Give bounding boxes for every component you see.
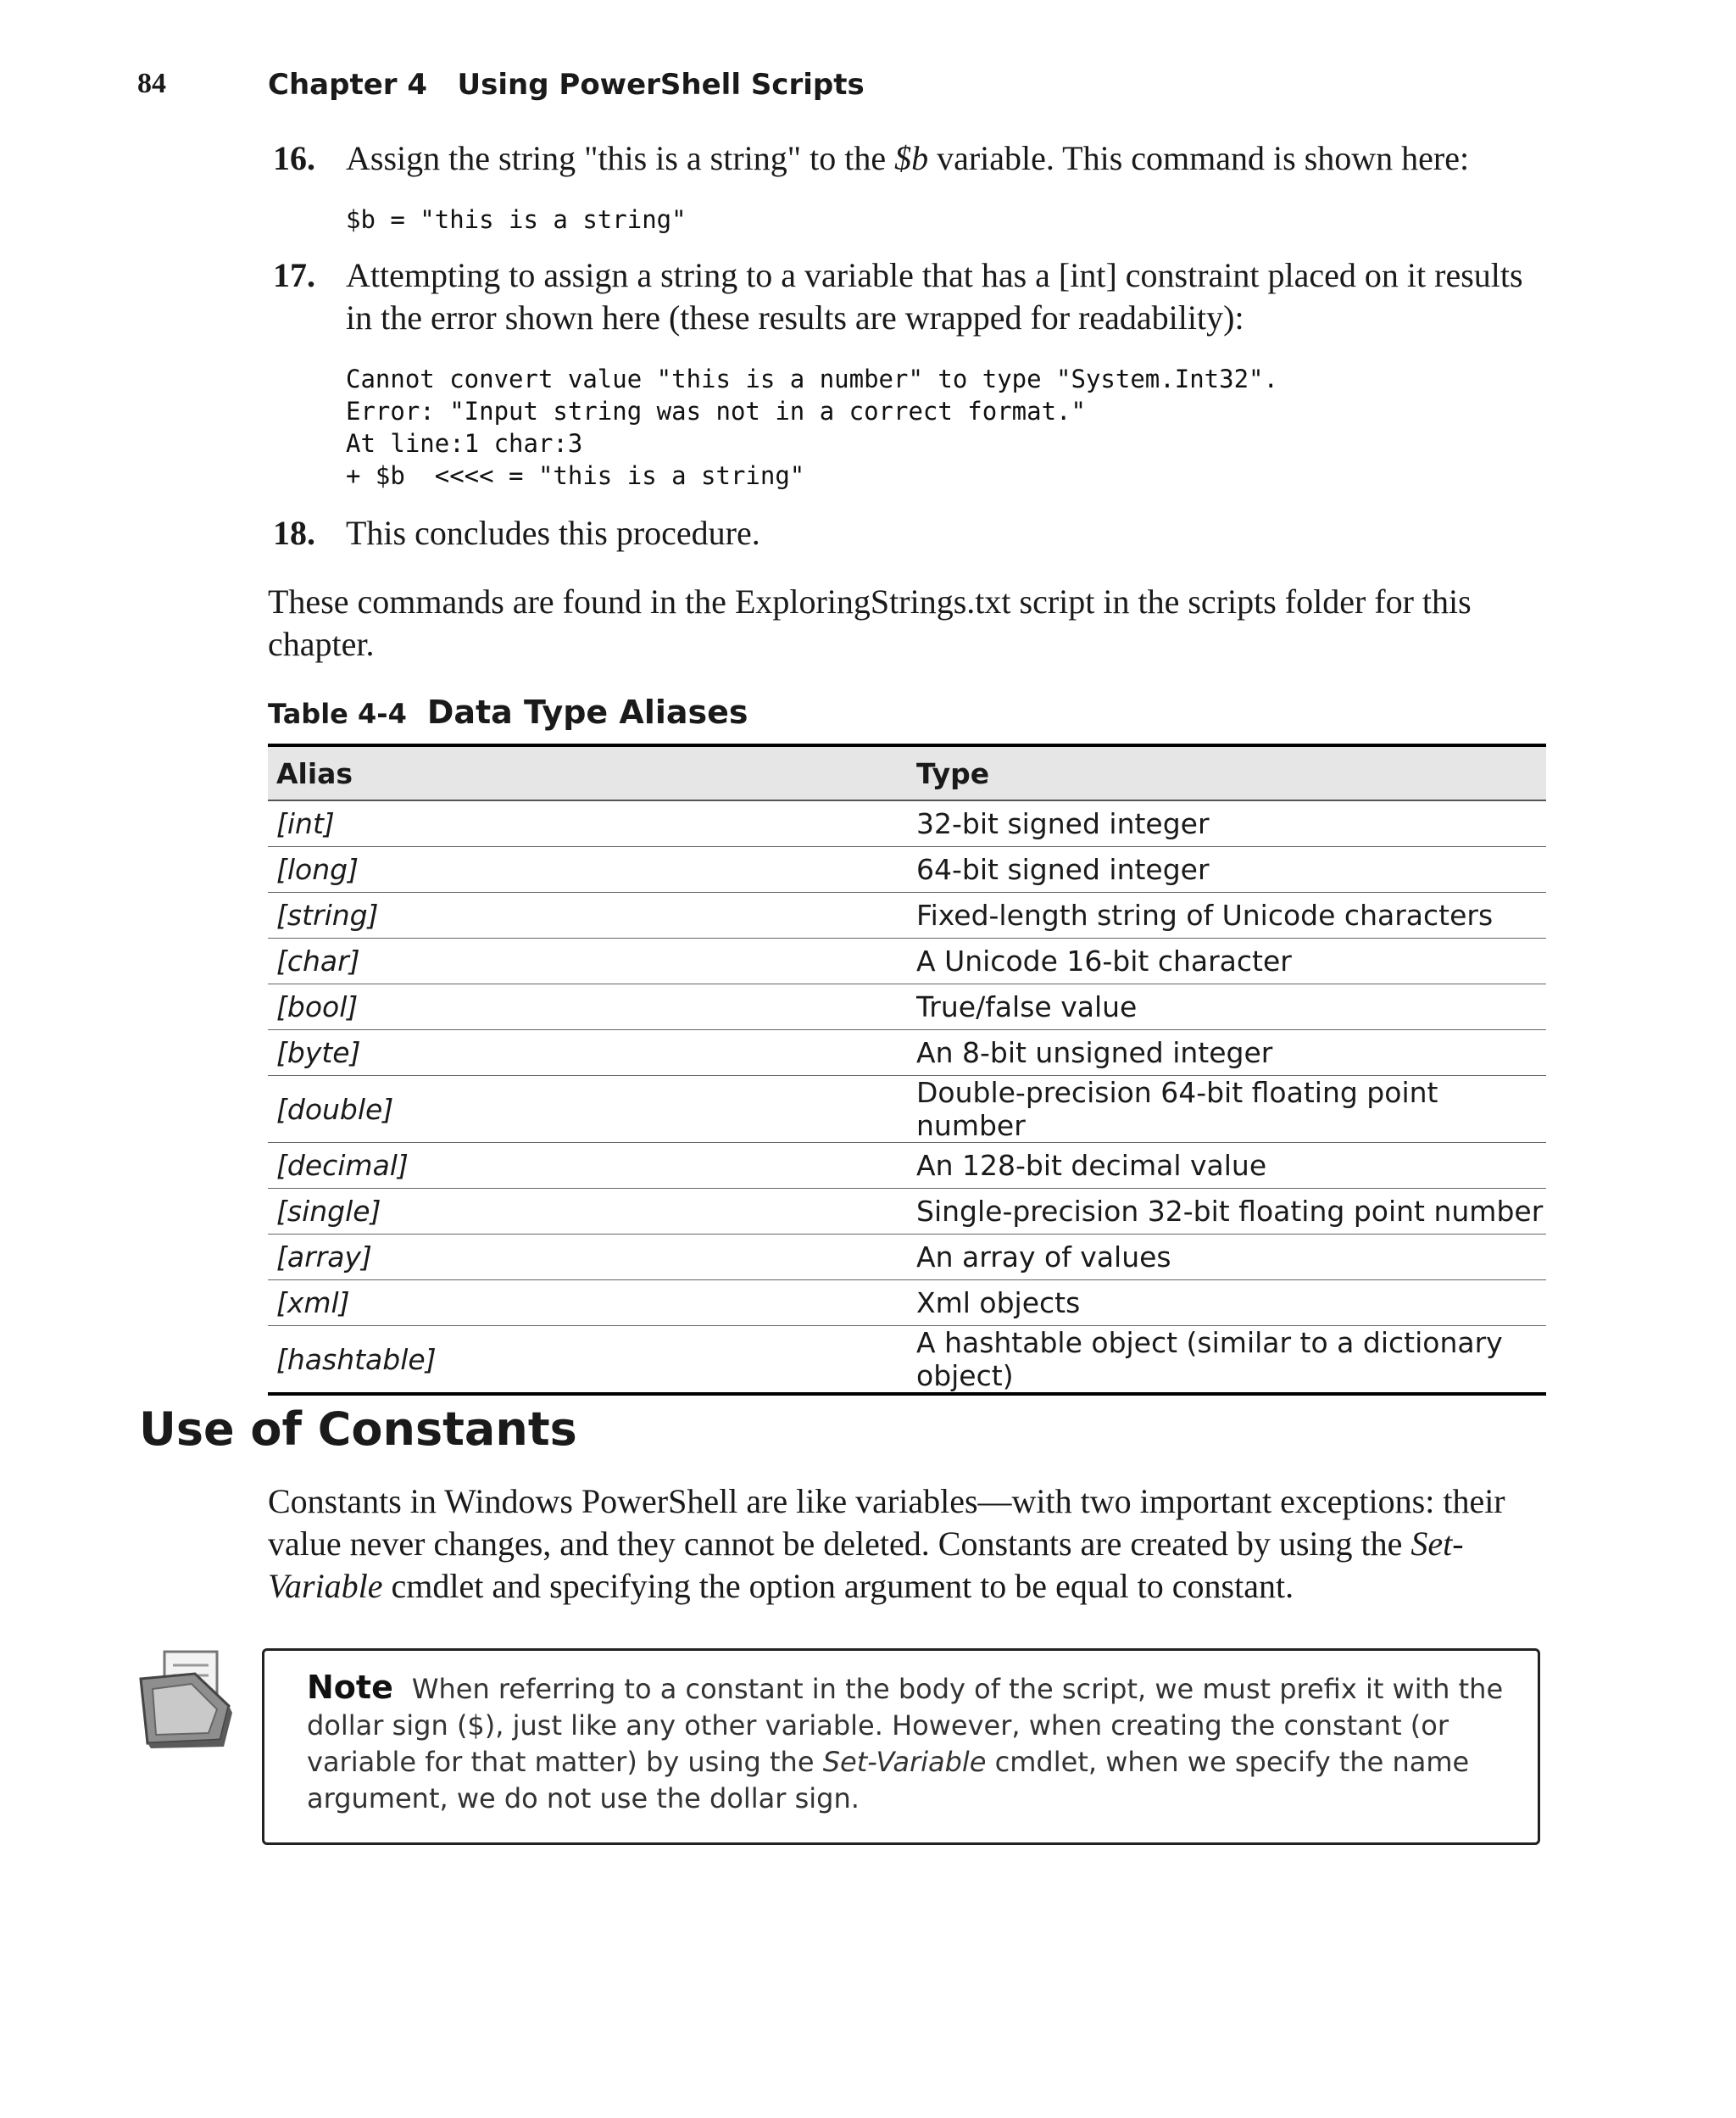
table-row: [268, 1189, 1546, 1235]
code-block-error: Cannot convert value "this is a number" to type "System.Int32". Error: "Input string was not in a correct format." At line:1 char:3 + $b <<<< = "this is a string": [346, 365, 1278, 490]
type-cell: A Unicode 16-bit character: [908, 939, 1546, 984]
type-cell: An 8-bit unsigned integer: [908, 1030, 1546, 1076]
table-row: [268, 1235, 1546, 1280]
step-number: 18.: [273, 514, 315, 552]
type-cell: Xml objects: [908, 1280, 1546, 1326]
alias-cell: [single]: [268, 1189, 908, 1235]
alias-cell: [char]: [268, 939, 908, 984]
table-row: [268, 800, 1546, 847]
alias-cell: [byte]: [268, 1030, 908, 1076]
section-paragraph: Constants in Windows PowerShell are like variables—with two important exceptions: their value never changes, and they cannot be deleted. Constants are created by using the Set-Variable cmdlet and specifying the option argument to be equal to constant.: [268, 1482, 1505, 1605]
table-row: [268, 847, 1546, 893]
table-header-row: [268, 745, 1546, 800]
code-block-assign: $b = "this is a string": [346, 205, 687, 234]
table-caption: [268, 694, 748, 731]
alias-cell: [hashtable]: [276, 1342, 437, 1376]
note-label: Note: [307, 1669, 393, 1706]
table-row: [268, 1030, 1546, 1076]
page-number: 84: [137, 68, 166, 99]
table-row: [268, 1076, 1546, 1143]
type-cell: An array of values: [908, 1235, 1546, 1280]
type-cell: Fixed-length string of Unicode characters: [908, 893, 1546, 939]
table-title: Data Type Aliases: [426, 694, 748, 731]
column-header-alias: Alias: [268, 745, 908, 800]
note-text: Note When referring to a constant in the body of the script, we must prefix it with the dollar sign ($), just like any other variable. However, when creating the constant (or variable for that matter) by using the Set-Variable cmdlet, when we specify the name argument, we do not use the dollar sign.: [307, 1669, 1504, 1814]
type-cell: An 128-bit decimal value: [908, 1143, 1546, 1189]
table-row: [268, 1280, 1546, 1326]
alias-cell: [decimal]: [268, 1143, 908, 1189]
body-paragraph: These commands are found in the ExploringStrings.txt script in the scripts folder for this chapter.: [268, 582, 1472, 663]
column-header-type: Type: [908, 745, 1546, 800]
alias-cell: [string]: [268, 893, 908, 939]
note-box: [262, 1648, 1540, 1845]
table-label: Table 4-4: [268, 698, 407, 730]
alias-cell: [double]: [268, 1076, 908, 1143]
type-cell: A hashtable object (similar to a dictionary object): [916, 1326, 1503, 1392]
alias-cell: [bool]: [268, 984, 908, 1030]
alias-cell: [long]: [268, 847, 908, 893]
type-cell: Double-precision 64-bit floating point number: [908, 1076, 1546, 1143]
type-cell: True/false value: [908, 984, 1546, 1030]
section-heading: Use of Constants: [139, 1402, 577, 1456]
step-16: [273, 137, 1544, 180]
type-cell: Single-precision 32-bit floating point number: [908, 1189, 1546, 1235]
type-cell: 64-bit signed integer: [908, 847, 1546, 893]
chapter-title: Chapter 4 Using PowerShell Scripts: [268, 68, 865, 102]
alias-cell: [int]: [268, 800, 908, 847]
alias-cell: [xml]: [268, 1280, 908, 1326]
step-text: Attempting to assign a string to a variable that has a [int] constraint placed on it results in the error shown here (these results are wrapped for readability):: [346, 256, 1523, 337]
table-row: [268, 893, 1546, 939]
step-text: Assign the string "this is a string" to the $b variable. This command is shown here:: [346, 139, 1470, 177]
alias-cell: [array]: [268, 1235, 908, 1280]
table-row: [268, 939, 1546, 984]
step-17: [273, 254, 1544, 339]
data-type-aliases-table: [268, 744, 1546, 1396]
note-document-icon: [136, 1650, 237, 1748]
table-row: [268, 1326, 1546, 1395]
step-number: 16.: [273, 139, 315, 177]
table-row: [268, 984, 1546, 1030]
step-text: This concludes this procedure.: [346, 514, 760, 552]
step-number: 17.: [273, 256, 315, 294]
table-row: [268, 1143, 1546, 1189]
step-18: [273, 512, 1544, 555]
type-cell: 32-bit signed integer: [908, 800, 1546, 847]
